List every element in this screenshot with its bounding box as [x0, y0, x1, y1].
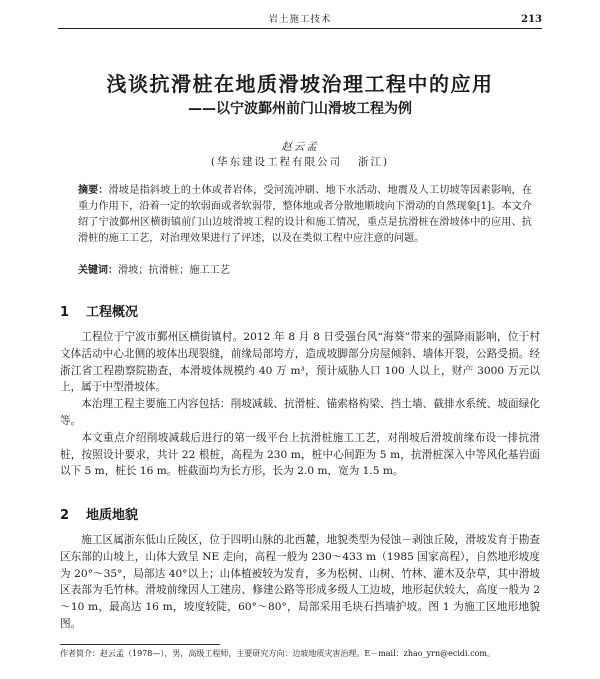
abstract-text: 滑坡是指斜坡上的土体或者岩体，受河流冲刷、地下水活动、地震及人工切坡等因素影响，在重力作用下，沿着一定的软弱面或者软弱带，整体地或者分散地顺坡向下滑动的自然现象[1]。本文介绍了宁波鄞州区横街镇前门山边坡滑坡工程的设计和施工情况，重点是抗滑桩在滑坡体中的应用、抗滑桩的施工工艺，对治理效果进行了评述，以及在类似工程中应注意的问题。 [78, 185, 533, 244]
keywords [78, 263, 532, 279]
running-header [58, 14, 542, 29]
abstract [78, 183, 532, 247]
author-name: 赵云孟 [281, 141, 319, 153]
section-number: 1 [60, 305, 70, 320]
keywords-label: 关键词： [78, 265, 118, 276]
footnote-rule [60, 644, 220, 645]
paragraph: 施工区属浙东低山丘陵区，位于四明山脉的北西麓，地貌类型为侵蚀－剥蚀丘陵，滑坡发育于勘查区东部的山坡上，山体大致呈 NE 走向，高程一般为 230～433 m（1985 国家高程），自然地形坡度为 20°～35°，局部达 40°以上；山体植被较为发育，多为松树、山树、竹林、灌木及杂草，其中滑坡区表部为毛竹林。滑坡前缘因人工建房、修建公路等形成多级人工边坡，地形起伏较大，高度一般为 2～10 m，最高达 16 m，坡度较陡，60°～80°，局部采用毛块石挡墙护坡。图 1 为施工区地形地貌图。 [60, 534, 540, 630]
journal-name: 岩土施工技术 [268, 14, 332, 25]
section-number: 2 [60, 508, 70, 523]
section-title: 工程概况 [86, 305, 139, 320]
affiliation-province: 浙江) [358, 156, 390, 168]
section-heading-2 [60, 507, 138, 525]
section-body-2 [60, 532, 540, 633]
author-affiliation [60, 155, 540, 169]
article-subtitle: ——以宁波鄞州前门山滑坡工程为例 [188, 101, 412, 117]
keywords-text: 滑坡；抗滑桩；施工工艺 [118, 265, 231, 276]
section-body-1 [60, 329, 540, 480]
article-title: 浅谈抗滑桩在地质滑坡治理工程中的应用 [106, 72, 494, 96]
abstract-label: 摘要： [78, 185, 109, 196]
footnote: 作者简介：赵云孟（1978—），男，高级工程师，主要研究方向：边坡地质灾害治理。E－mail：zhao_yrn@ecidi.com。 [60, 649, 495, 658]
affiliation-org: (华东建设工程有限公司 [210, 156, 342, 168]
paragraph: 本文重点介绍削坡减载后进行的第一级平台上抗滑桩施工工艺，对削坡后滑坡前缘布设一排抗滑桩，按照设计要求，共计 22 根桩，高程为 230 m，桩中心间距为 5 m，抗滑桩深入中等风化基岩面以下 5 m，桩长 16 m。桩截面均为长方形，长为 2.0 m，宽为 1.5 m。 [60, 431, 540, 478]
page-number: 213 [521, 14, 542, 25]
paragraph: 本治理工程主要施工内容包括：削坡减载、抗滑桩、锚索格构梁、挡土墙、截排水系统、坡面绿化等。 [60, 398, 540, 427]
paragraph: 工程位于宁波市鄞州区横街镇村。2012 年 8 月 8 日受强台风“海葵”带来的强降雨影响，位于村文体活动中心北侧的坡体出现裂缝，前缘局部垮方，造成坡脚部分房屋倾斜、墙体开裂，公路受损。经浙江省工程勘察院勘查，本滑坡体规模约 40 万 m³，预计威胁人口 100 人以上，财产 3000 万元以上，属于中型滑坡体。 [60, 331, 540, 394]
section-heading-1 [60, 304, 138, 322]
section-title: 地质地貌 [86, 508, 139, 523]
